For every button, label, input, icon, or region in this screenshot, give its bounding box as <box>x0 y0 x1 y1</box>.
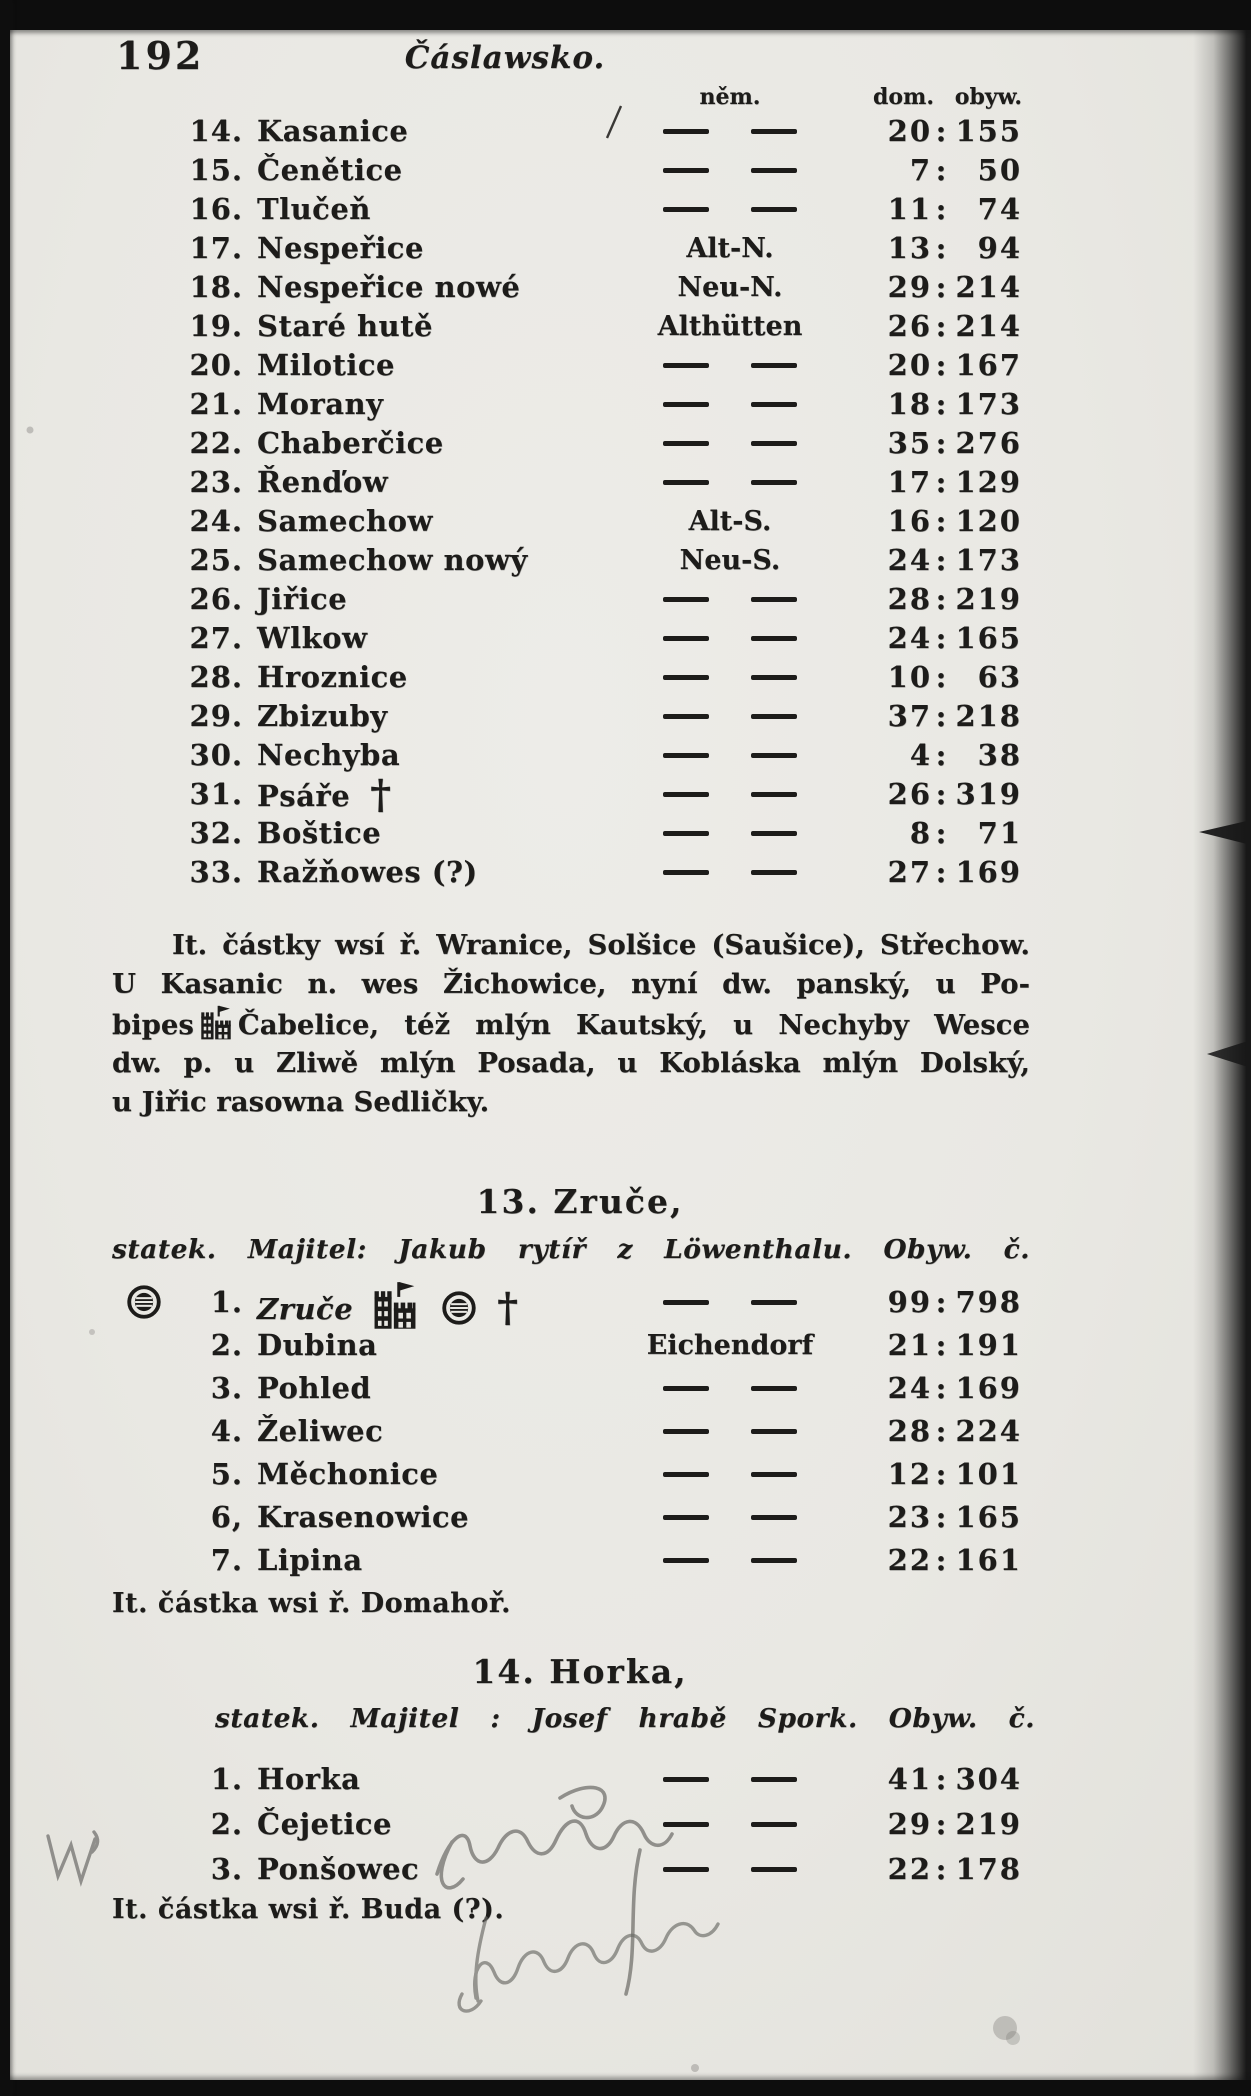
place-name: Zruče <box>257 1292 354 1326</box>
table-row <box>0 771 1045 818</box>
place-name: Horka <box>257 1762 361 1796</box>
place-name: Staré hutě <box>257 309 433 343</box>
section-14-heading: 14. Horka, <box>472 1652 688 1691</box>
place-name: Kasanice <box>257 114 409 148</box>
village-list <box>0 112 1045 892</box>
table-row <box>0 229 1045 268</box>
no-german-name-dashes <box>618 112 842 151</box>
row-number: 25. <box>189 543 243 577</box>
table-row <box>0 502 1045 541</box>
colon-separator: : <box>935 1371 947 1405</box>
inhabitants-count: 169 <box>955 855 1022 889</box>
table-row <box>0 1410 1045 1453</box>
row-number: 29. <box>189 699 243 733</box>
scan-top-edge <box>0 0 1251 30</box>
inhabitants-count: 191 <box>955 1328 1022 1362</box>
place-name: Želiwec <box>257 1414 384 1448</box>
no-german-name-dashes <box>618 1410 842 1453</box>
inhabitants-count: 214 <box>955 270 1022 304</box>
inhabitants-count: 155 <box>955 114 1022 148</box>
colon-separator: : <box>935 660 947 694</box>
row-number: 1. <box>210 1285 243 1319</box>
place-name: Wlkow <box>257 621 368 655</box>
table-row <box>0 1847 1045 1892</box>
no-german-name-dashes <box>618 151 842 190</box>
section-14-village-list <box>0 1757 1045 1892</box>
houses-count: 37 <box>887 699 932 733</box>
colon-separator: : <box>935 153 947 187</box>
houses-count: 13 <box>887 231 932 265</box>
row-number: 2. <box>210 1328 243 1362</box>
table-row <box>0 424 1045 463</box>
inhabitants-count: 63 <box>977 660 1022 694</box>
table-row <box>0 190 1045 229</box>
houses-count: 24 <box>887 1371 932 1405</box>
colon-separator: : <box>935 387 947 421</box>
column-header-inhabitants: obyw. <box>954 84 1022 110</box>
colon-separator: : <box>935 231 947 265</box>
german-name: Neu-S. <box>679 545 781 576</box>
colon-separator: : <box>935 1500 947 1534</box>
houses-count: 22 <box>887 1852 932 1886</box>
houses-count: 7 <box>909 153 932 187</box>
scan-left-edge <box>0 0 10 2096</box>
note-text: Čabelice, též mlýn Kautský, u Nechyby Wesce <box>237 1008 1030 1041</box>
row-number: 6, <box>210 1500 243 1534</box>
note-paragraph-line <box>112 1004 1030 1045</box>
cross-icon: † <box>497 1284 519 1331</box>
note-text: U Kasanic n. wes Žichowice, nyní dw. panský, u Po- <box>112 967 1030 1000</box>
place-name: Měchonice <box>257 1457 439 1491</box>
no-german-name-dashes <box>618 736 842 775</box>
place-name: Dubina <box>257 1328 378 1362</box>
section-13-subheading: statek. Majitel: Jakub rytíř z Löwenthalu. Obyw. č. <box>112 1234 1030 1265</box>
place-name: Pohled <box>257 1371 372 1405</box>
inhabitants-count: 50 <box>977 153 1022 187</box>
table-row <box>0 1367 1045 1410</box>
colon-separator: : <box>935 504 947 538</box>
colon-separator: : <box>935 1328 947 1362</box>
section-13-heading: 13. Zruče, <box>476 1182 684 1221</box>
houses-count: 24 <box>887 621 932 655</box>
table-row <box>0 1496 1045 1539</box>
no-german-name-dashes <box>618 385 842 424</box>
table-row <box>0 151 1045 190</box>
houses-count: 21 <box>887 1328 932 1362</box>
no-german-name-dashes <box>618 1847 842 1892</box>
houses-count: 28 <box>887 582 932 616</box>
german-name: Althütten <box>657 311 803 342</box>
colon-separator: : <box>935 816 947 850</box>
colon-separator: : <box>935 465 947 499</box>
no-german-name-dashes <box>618 346 842 385</box>
table-row <box>0 307 1045 346</box>
section-13-footnote: It. částka wsi ř. Domahoř. <box>112 1588 512 1619</box>
cross-icon: † <box>370 771 392 818</box>
german-name: Alt-N. <box>686 233 774 264</box>
colon-separator: : <box>935 348 947 382</box>
row-number: 4. <box>210 1414 243 1448</box>
no-german-name-dashes <box>618 1757 842 1802</box>
row-number: 1. <box>210 1762 243 1796</box>
column-header-houses: dom. <box>873 84 934 110</box>
inhabitants-count: 319 <box>955 777 1022 811</box>
note-text: It. částky wsí ř. Wranice, Solšice (Saušice), Střechow. <box>172 929 1030 961</box>
table-row <box>0 1757 1045 1802</box>
houses-count: 23 <box>887 1500 932 1534</box>
place-name: Jiřice <box>257 582 348 616</box>
colon-separator: : <box>935 1285 947 1319</box>
table-row <box>0 1539 1045 1582</box>
row-number: 16. <box>189 192 243 226</box>
table-row <box>0 853 1045 892</box>
table-row <box>0 385 1045 424</box>
inhabitants-count: 167 <box>955 348 1022 382</box>
town-circle-icon <box>441 1290 477 1326</box>
german-name: Alt-S. <box>688 506 772 537</box>
houses-count: 12 <box>887 1457 932 1491</box>
houses-count: 35 <box>887 426 932 460</box>
pencil-scrawl-below-text <box>459 1918 718 2011</box>
inhabitants-count: 71 <box>977 816 1022 850</box>
colon-separator: : <box>935 192 947 226</box>
no-german-name-dashes <box>618 697 842 736</box>
inhabitants-count: 219 <box>955 1807 1022 1841</box>
houses-count: 28 <box>887 1414 932 1448</box>
inhabitants-count: 38 <box>977 738 1022 772</box>
row-number: 7. <box>210 1543 243 1577</box>
houses-count: 26 <box>887 309 932 343</box>
note-paragraph-line <box>112 926 1030 965</box>
colon-separator: : <box>935 1543 947 1577</box>
no-german-name-dashes <box>618 424 842 463</box>
houses-count: 27 <box>887 855 932 889</box>
colon-separator: : <box>935 1414 947 1448</box>
section-13-village-list <box>0 1281 1045 1582</box>
row-number: 32. <box>189 816 243 850</box>
place-name: Psáře <box>257 779 351 813</box>
place-name: Chaberčice <box>257 426 444 460</box>
inhabitants-count: 94 <box>977 231 1022 265</box>
place-name: Nespeřice <box>257 231 424 265</box>
german-name: Eichendorf <box>646 1330 814 1361</box>
houses-count: 20 <box>887 348 932 382</box>
colon-separator: : <box>935 855 947 889</box>
no-german-name-dashes <box>618 580 842 619</box>
no-german-name-dashes <box>618 853 842 892</box>
book-spine-shadow <box>1193 0 1251 2096</box>
row-number: 23. <box>189 465 243 499</box>
colon-separator: : <box>935 738 947 772</box>
houses-count: 16 <box>887 504 932 538</box>
inhabitants-count: 218 <box>955 699 1022 733</box>
inhabitants-count: 173 <box>955 543 1022 577</box>
note-text: u Jiřic rasowna Sedličky. <box>112 1086 490 1119</box>
inhabitants-count: 178 <box>955 1852 1022 1886</box>
place-name: Zbizuby <box>257 699 388 733</box>
no-german-name-dashes <box>618 190 842 229</box>
table-row <box>0 268 1045 307</box>
table-row <box>0 346 1045 385</box>
row-number: 19. <box>189 309 243 343</box>
no-german-name-dashes <box>618 1453 842 1496</box>
colon-separator: : <box>935 1807 947 1841</box>
houses-count: 22 <box>887 1543 932 1577</box>
table-row <box>0 1281 1045 1331</box>
inhabitants-count: 276 <box>955 426 1022 460</box>
no-german-name-dashes <box>618 1539 842 1582</box>
colon-separator: : <box>935 777 947 811</box>
inhabitants-count: 129 <box>955 465 1022 499</box>
inhabitants-count: 224 <box>955 1414 1022 1448</box>
colon-separator: : <box>935 1762 947 1796</box>
row-number: 21. <box>189 387 243 421</box>
row-number: 28. <box>189 660 243 694</box>
place-name: Řenďow <box>257 465 389 499</box>
no-german-name-dashes <box>618 658 842 697</box>
houses-count: 29 <box>887 270 932 304</box>
row-number: 20. <box>189 348 243 382</box>
place-name: Samechow <box>257 504 433 538</box>
row-number: 2. <box>210 1807 243 1841</box>
row-number: 18. <box>189 270 243 304</box>
row-number: 22. <box>189 426 243 460</box>
note-text: bipes <box>112 1008 194 1041</box>
table-row <box>0 580 1045 619</box>
houses-count: 26 <box>887 777 932 811</box>
inhabitants-count: 74 <box>977 192 1022 226</box>
houses-count: 10 <box>887 660 932 694</box>
place-name: Čejetice <box>257 1807 392 1841</box>
houses-count: 11 <box>887 192 932 226</box>
table-row <box>0 697 1045 736</box>
place-name: Hroznice <box>257 660 408 694</box>
inhabitants-count: 214 <box>955 309 1022 343</box>
no-german-name-dashes <box>618 1496 842 1539</box>
inhabitants-count: 165 <box>955 621 1022 655</box>
table-row <box>0 541 1045 580</box>
place-name: Čenětice <box>257 153 403 187</box>
table-row <box>0 619 1045 658</box>
scan-bottom-edge <box>0 2080 1251 2096</box>
note-text: dw. p. u Zliwě mlýn Posada, u Kobláska mlýn Dolský, <box>112 1047 1030 1080</box>
no-german-name-dashes <box>618 1281 842 1324</box>
note-paragraph <box>112 926 1030 1122</box>
row-number: 24. <box>189 504 243 538</box>
row-number: 27. <box>189 621 243 655</box>
note-paragraph-line <box>112 1044 1030 1083</box>
no-german-name-dashes <box>618 1367 842 1410</box>
place-name: Tlučeň <box>257 192 371 226</box>
inhabitants-count: 120 <box>955 504 1022 538</box>
colon-separator: : <box>935 270 947 304</box>
place-name: Krasenowice <box>257 1500 470 1534</box>
colon-separator: : <box>935 309 947 343</box>
place-name: Ponšowec <box>257 1852 420 1886</box>
colon-separator: : <box>935 114 947 148</box>
colon-separator: : <box>935 582 947 616</box>
table-row <box>0 112 1045 151</box>
row-number: 3. <box>210 1371 243 1405</box>
colon-separator: : <box>935 1457 947 1491</box>
no-german-name-dashes <box>618 814 842 853</box>
castle-icon <box>198 1004 234 1042</box>
inhabitants-count: 161 <box>955 1543 1022 1577</box>
column-header-german-name: něm. <box>699 84 761 110</box>
place-name: Lipina <box>257 1543 363 1577</box>
inhabitants-count: 173 <box>955 387 1022 421</box>
table-row <box>0 1324 1045 1367</box>
section-14-footnote: It. částka wsi ř. Buda (?). <box>112 1894 505 1925</box>
row-number: 15. <box>189 153 243 187</box>
houses-count: 99 <box>887 1285 932 1319</box>
inhabitants-count: 165 <box>955 1500 1022 1534</box>
row-number: 30. <box>189 738 243 772</box>
houses-count: 24 <box>887 543 932 577</box>
table-row <box>0 1453 1045 1496</box>
houses-count: 29 <box>887 1807 932 1841</box>
inhabitants-count: 169 <box>955 1371 1022 1405</box>
houses-count: 8 <box>909 816 932 850</box>
table-row <box>0 463 1045 502</box>
place-name: Samechow nowý <box>257 543 528 577</box>
table-row <box>0 1802 1045 1847</box>
colon-separator: : <box>935 543 947 577</box>
houses-count: 17 <box>887 465 932 499</box>
colon-separator: : <box>935 699 947 733</box>
place-name: Nespeřice nowé <box>257 270 521 304</box>
inhabitants-count: 798 <box>955 1285 1022 1319</box>
place-name: Boštice <box>257 816 382 850</box>
row-number: 26. <box>189 582 243 616</box>
no-german-name-dashes <box>618 775 842 814</box>
place-name: Ražňowes (?) <box>257 855 478 889</box>
no-german-name-dashes <box>618 463 842 502</box>
row-number: 33. <box>189 855 243 889</box>
row-number: 17. <box>189 231 243 265</box>
table-row <box>0 736 1045 775</box>
no-german-name-dashes <box>618 1802 842 1847</box>
houses-count: 18 <box>887 387 932 421</box>
page-number: 192 <box>116 33 205 78</box>
no-german-name-dashes <box>618 619 842 658</box>
colon-separator: : <box>935 426 947 460</box>
inhabitants-count: 219 <box>955 582 1022 616</box>
row-number: 3. <box>210 1852 243 1886</box>
houses-count: 41 <box>887 1762 932 1796</box>
german-name: Neu-N. <box>677 272 783 303</box>
row-number: 31. <box>189 777 243 811</box>
place-name: Nechyba <box>257 738 401 772</box>
running-title: Čáslawsko. <box>404 40 606 76</box>
place-name: Milotice <box>257 348 395 382</box>
note-paragraph-line <box>112 965 1030 1004</box>
row-number: 5. <box>210 1457 243 1491</box>
row-number: 14. <box>189 114 243 148</box>
section-14-subheading: statek. Majitel : Josef hrabě Spork. Obyw. č. <box>215 1703 1035 1734</box>
colon-separator: : <box>935 1852 947 1886</box>
place-name: Morany <box>257 387 384 421</box>
inhabitants-count: 304 <box>955 1762 1022 1796</box>
inhabitants-count: 101 <box>955 1457 1022 1491</box>
table-row <box>0 814 1045 853</box>
houses-count: 20 <box>887 114 932 148</box>
note-paragraph-line <box>112 1083 1030 1122</box>
table-row <box>0 658 1045 697</box>
houses-count: 4 <box>909 738 932 772</box>
colon-separator: : <box>935 621 947 655</box>
